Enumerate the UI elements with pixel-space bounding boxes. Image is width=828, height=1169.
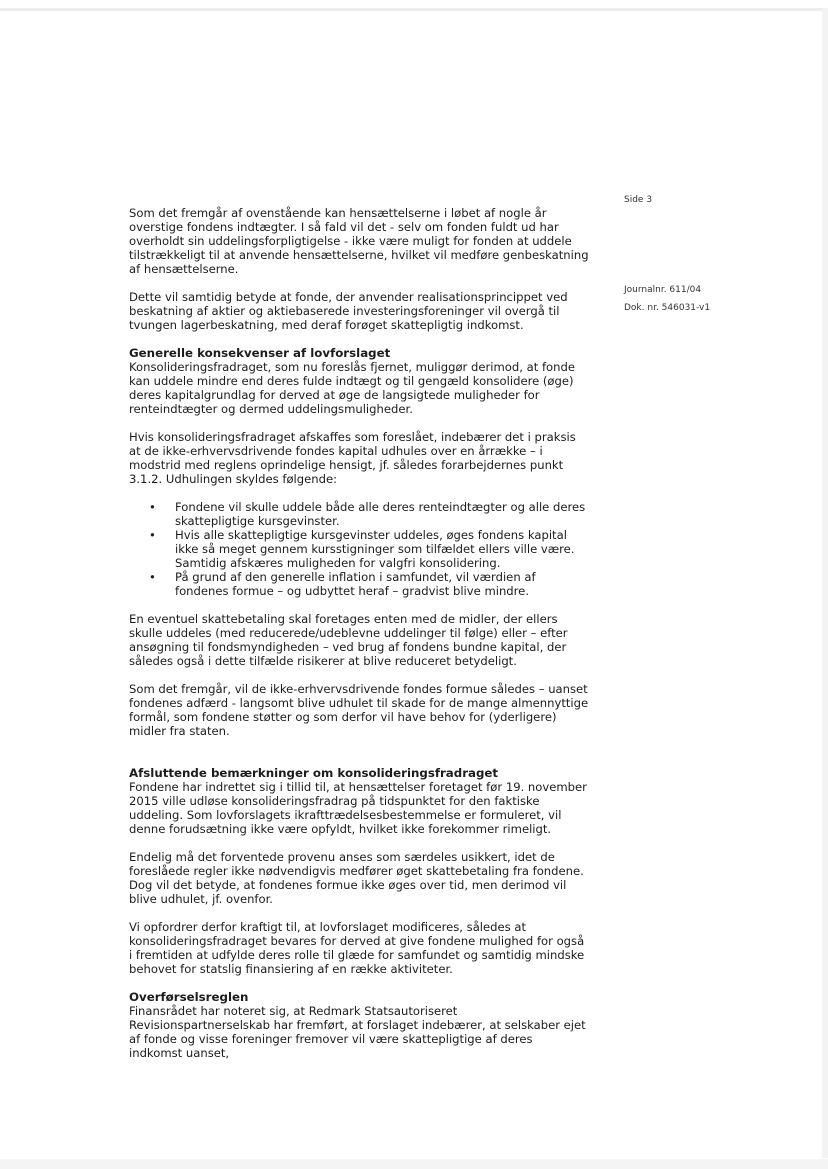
scan-right-edge	[822, 8, 828, 1158]
paragraph: Konsolideringsfradraget, som nu foreslås fjernet, muliggør derimod, at fonde kan uddele mindre end deres fulde indtægt og til gengæld konsolidere (øge) deres kapitalgrundlag for derved at øge de langsigtede muligheder for renteindtægter og dermed uddelingsmuligheder.	[129, 360, 575, 416]
paragraph: Dette vil samtidig betyde at fonde, der anvender realisationsprincippet ved beskatning af aktier og aktiebaserede investeringsforeninger vil overgå til tvungen lagerbeskatning, med deraf forøget skattepligtig indkomst.	[129, 290, 568, 332]
page-number: Side 3	[624, 195, 653, 205]
scan-bottom-edge	[0, 1159, 828, 1169]
paragraph: Hvis konsolideringsfradraget afskaffes som foreslået, indebærer det i praksis at de ikke-erhvervsdrivende fondes kapital udhules over en årrække – i modstrid med reglens oprindelige hensigt, jf. således forarbejdernes punkt 3.1.2. Udhulingen skyldes følgende:	[129, 430, 576, 486]
paragraph: Finansrådet har noteret sig, at Redmark Statsautoriseret Revisionspartnerselskab har fremført, at forslaget indebærer, at selskaber ejet af fonde og visse foreninger fremover vil være skattepligtige af deres indkomst uanset,	[129, 1004, 586, 1060]
bullet-list	[129, 500, 589, 598]
scan-top-edge	[0, 8, 828, 11]
bullet-item: • Fondene vil skulle uddele både alle deres renteindtægter og alle deres skattepligtige kursgevinster.	[129, 500, 589, 528]
section-heading: Overførselsreglen	[129, 990, 249, 1004]
bullet-item: • På grund af den generelle inflation i samfundet, vil værdien af fondenes formue – og udbyttet heraf – gradvist blive mindre.	[129, 570, 589, 598]
paragraph: Som det fremgår af ovenstående kan hensættelserne i løbet af nogle år overstige fondens indtægter. I så fald vil det - selv om fonden fuldt ud har overholdt sin uddelingsforpligtigelse - ikke være muligt for fonden at uddele tilstrækkeligt til at anvende hensættelserne, hvilket vil medføre genbeskatning af hensættelserne.	[129, 206, 589, 276]
paragraph: Fondene har indrettet sig i tillid til, at hensættelser foretaget før 19. november 2015 ville udløse konsolideringsfradrag på tidspunktet for den faktiske uddeling. Som lovforslagets ikrafttrædelsesbestemmelse er formuleret, vil denne forudsætning ikke være opfyldt, hvilket ikke forekommer rimeligt.	[129, 780, 587, 836]
section-heading: Generelle konsekvenser af lovforslaget	[129, 346, 391, 360]
bullet-item: • Hvis alle skattepligtige kursgevinster uddeles, øges fondens kapital ikke så meget gennem kursstigninger som tilfældet ellers ville være. Samtidig afskæres muligheden for valgfri konsolidering.	[129, 528, 589, 570]
document-body	[129, 206, 589, 1074]
paragraph: Som det fremgår, vil de ikke-erhvervsdrivende fondes formue således – uanset fondenes adfærd - langsomt blive udhulet til skade for de mange almennyttige formål, som fondene støtter og som derfor vil have behov for (yderligere) midler fra staten.	[129, 682, 589, 738]
paragraph: En eventuel skattebetaling skal foretages enten med de midler, der ellers skulle uddeles (med reducerede/udeblevne uddelinger til følge) eller – efter ansøgning til fondsmyndigheden – ved brug af fondens bundne kapital, der således også i dette tilfælde risikerer at blive reduceret betydeligt.	[129, 612, 568, 668]
paragraph: Endelig må det forventede provenu anses som særdeles usikkert, idet de foreslåede regler ikke nødvendigvis medfører øget skattebetaling fra fondene. Dog vil det betyde, at fondenes formue ikke øges over tid, men derimod vil blive udhulet, jf. ovenfor.	[129, 850, 584, 906]
spacer	[129, 752, 589, 766]
document-number: Dok. nr. 546031-v1	[624, 303, 711, 313]
journal-number: Journalnr. 611/04	[624, 285, 702, 295]
paragraph: Vi opfordrer derfor kraftigt til, at lovforslaget modificeres, således at konsolideringsfradraget bevares for derved at give fondene mulighed for også i fremtiden at udfylde deres rolle til glæde for samfundet og samtidig mindske behovet for statslig finansiering af en række aktiviteter.	[129, 920, 585, 976]
section-heading: Afsluttende bemærkninger om konsolideringsfradraget	[129, 766, 499, 780]
